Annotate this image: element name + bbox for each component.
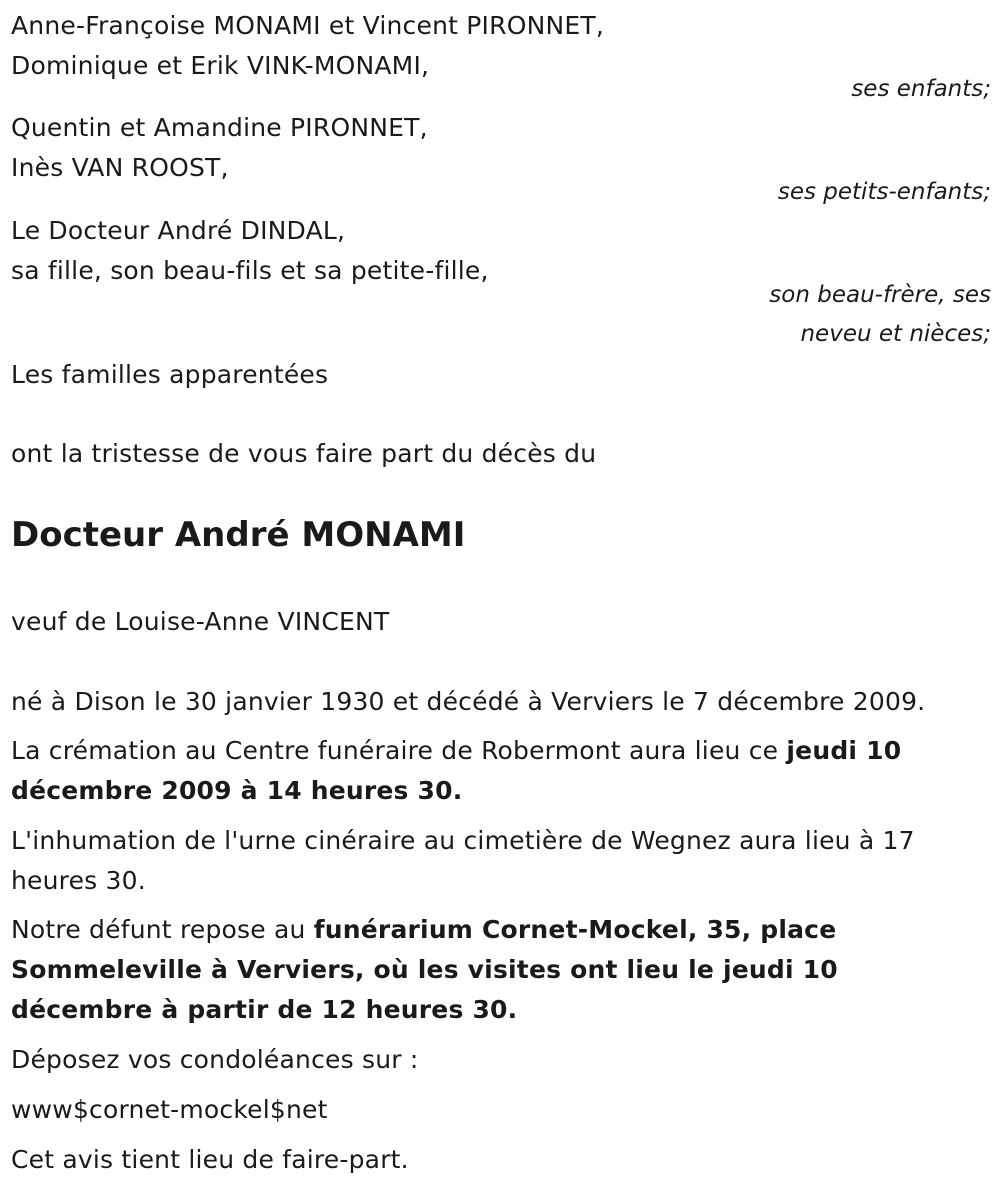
cremation-text: La crémation au Centre funéraire de Robermont aura lieu ce [11, 736, 787, 765]
family-line: Anne-Françoise MONAMI et Vincent PIRONNET, [11, 11, 604, 40]
condolences-label: Déposez vos condoléances sur : [11, 1045, 419, 1074]
cremation-paragraph [11, 731, 986, 811]
closing-line: Cet avis tient lieu de faire-part. [11, 1145, 409, 1174]
related-families: Les familles apparentées [11, 360, 329, 389]
relation-label: ses petits-enfants; [777, 179, 991, 205]
relation-label: ses enfants; [851, 76, 991, 102]
widower-line: veuf de Louise-Anne VINCENT [11, 607, 390, 636]
viewing-text: Notre défunt repose au [11, 915, 314, 944]
viewing-paragraph [11, 910, 986, 1030]
family-line: Le Docteur André DINDAL, [11, 216, 346, 245]
family-line: Quentin et Amandine PIRONNET, [11, 113, 428, 142]
cremation-datetime: jeudi 10 décembre 2009 à 14 heures 30. [11, 736, 902, 805]
website-link[interactable]: www$cornet-mockel$net [11, 1095, 328, 1124]
family-line: sa fille, son beau-fils et sa petite-fille, [11, 256, 489, 285]
family-line: Inès VAN ROOST, [11, 153, 229, 182]
announcement-text: ont la tristesse de vous faire part du décès du [11, 439, 597, 468]
viewing-details: funérarium Cornet-Mockel, 35, place Sommeleville à Verviers, où les visites ont lieu le jeudi 10 décembre à partir de 12 heures 30. [11, 915, 838, 1024]
deceased-name: Docteur André MONAMI [11, 515, 466, 555]
inhumation-paragraph: L'inhumation de l'urne cinéraire au cimetière de Wegnez aura lieu à 17 heures 30. [11, 826, 915, 895]
relation-label: neveu et nièces; [800, 321, 991, 347]
birth-death-line: né à Dison le 30 janvier 1930 et décédé à Verviers le 7 décembre 2009. [11, 687, 926, 716]
family-line: Dominique et Erik VINK-MONAMI, [11, 51, 430, 80]
relation-label: son beau-frère, ses [769, 282, 991, 308]
